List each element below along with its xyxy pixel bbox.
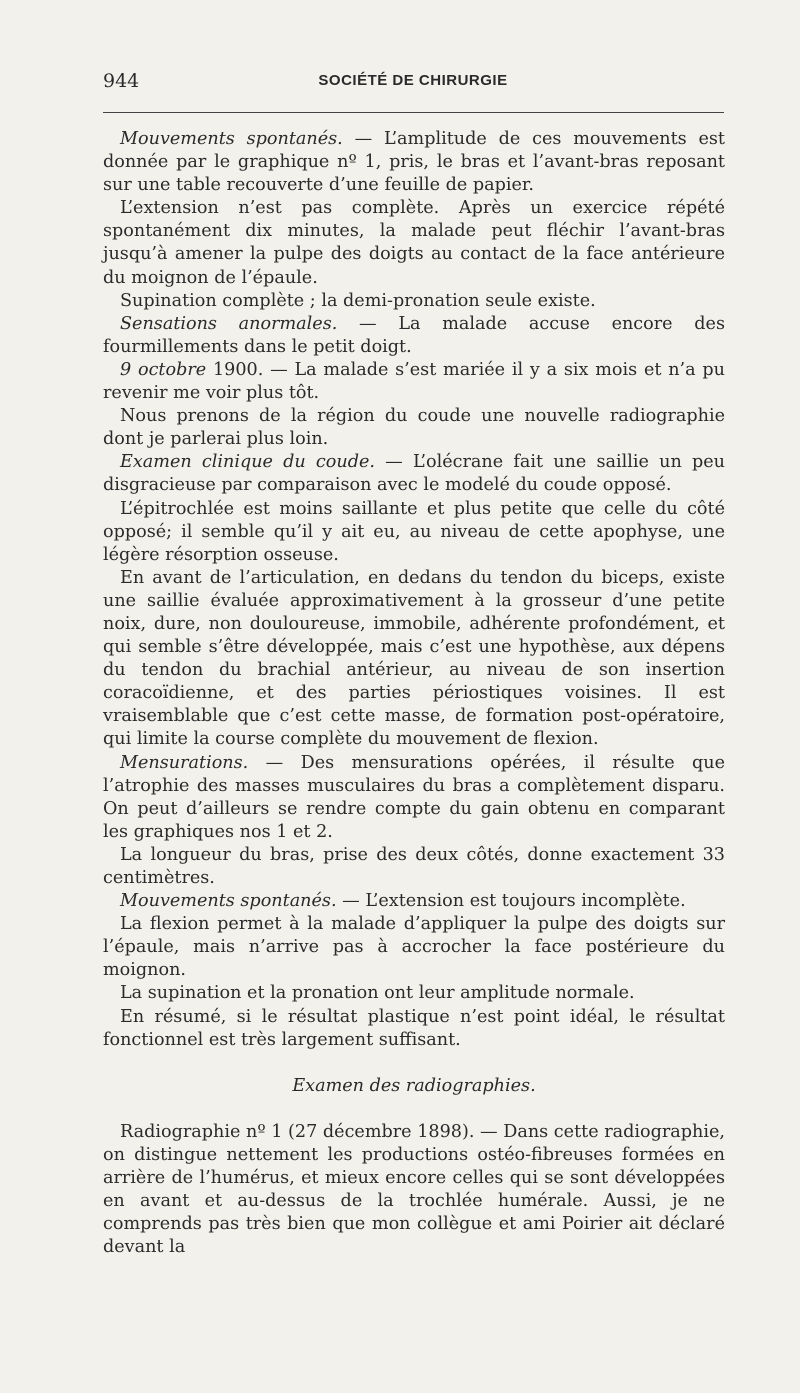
section-title: Examen des radiographies.	[292, 1075, 536, 1096]
paragraph: Sensations anormales. — La malade accuse encore des fourmillements dans le petit doigt.	[103, 313, 725, 357]
body-text	[103, 128, 725, 1259]
running-title: SOCIÉTÉ DE CHIRURGIE	[318, 72, 508, 89]
header-rule	[103, 112, 724, 113]
paragraph: Mensurations. — Des mensurations opérées, il résulte que l’atrophie des masses musculaires du bras a complètement disparu. On peut d’ailleurs se rendre compte du gain obtenu en comparant les graphiques nos 1 et 2.	[103, 752, 725, 842]
paragraph: Examen clinique du coude. — L’olécrane fait une saillie un peu disgracieuse par comparaison avec le modelé du coude opposé.	[103, 452, 725, 496]
paragraph: Radiographie nº 1 (27 décembre 1898). — Dans cette radiographie, on distingue nettement les productions ostéo-fibreuses formées en arrière de l’humérus, et mieux encore celles qui se sont développées en avant et au-dessus de la trochlée humérale. Aussi, je ne comprends pas très bien que mon collègue et ami Poirier ait déclaré devant la	[103, 1121, 725, 1258]
paragraph: 9 octobre 1900. — La malade s’est mariée il y a six mois et n’a pu revenir me voir plus tôt.	[103, 359, 725, 404]
paragraph: L’épitrochlée est moins saillante et plus petite que celle du côté opposé; il semble qu’il y ait eu, au niveau de cette apophyse, une légère résorption osseuse.	[103, 498, 725, 565]
paragraph: En avant de l’articulation, en dedans du tendon du biceps, existe une saillie évaluée approximativement à la grosseur d’une petite noix, dure, non douloureuse, immobile, adhérente profondément, et qui semble s’être développée, mais c’est une hypothèse, aux dépens du tendon du brachial antérieur, au niveau de son insertion coracoïdienne, et des parties périostiques voisines. Il est vraisemblable que c’est cette masse, de formation post-opératoire, qui limite la course complète du mouvement de flexion.	[103, 567, 725, 750]
paragraph: La longueur du bras, prise des deux côtés, donne exactement 33 centimètres.	[103, 844, 725, 888]
paragraph: Mouvements spontanés. — L’amplitude de ces mouvements est donnée par le graphique nº 1, pris, le bras et l’avant-bras reposant sur une table recouverte d’une feuille de papier.	[103, 129, 725, 196]
page-number: 944	[103, 70, 140, 92]
page-header	[103, 70, 723, 98]
paragraph: Nous prenons de la région du coude une nouvelle radiographie dont je parlerai plus loin.	[103, 406, 725, 450]
paragraph: Mouvements spontanés. — L’extension est toujours incomplète.	[120, 891, 686, 912]
paragraph: Supination complète ; la demi-pronation seule existe.	[120, 290, 596, 311]
paragraph: La flexion permet à la malade d’appliquer la pulpe des doigts sur l’épaule, mais n’arrive pas à accrocher la face postérieure du moignon.	[103, 914, 725, 981]
paragraph: La supination et la pronation ont leur amplitude normale.	[120, 983, 635, 1004]
paragraph: L’extension n’est pas complète. Après un exercice répété spontanément dix minutes, la malade peut fléchir l’avant-bras jusqu’à amener la pulpe des doigts au contact de la face antérieure du moignon de l’épaule.	[103, 198, 725, 288]
paragraph: En résumé, si le résultat plastique n’est point idéal, le résultat fonctionnel est très largement suffisant.	[103, 1006, 725, 1050]
